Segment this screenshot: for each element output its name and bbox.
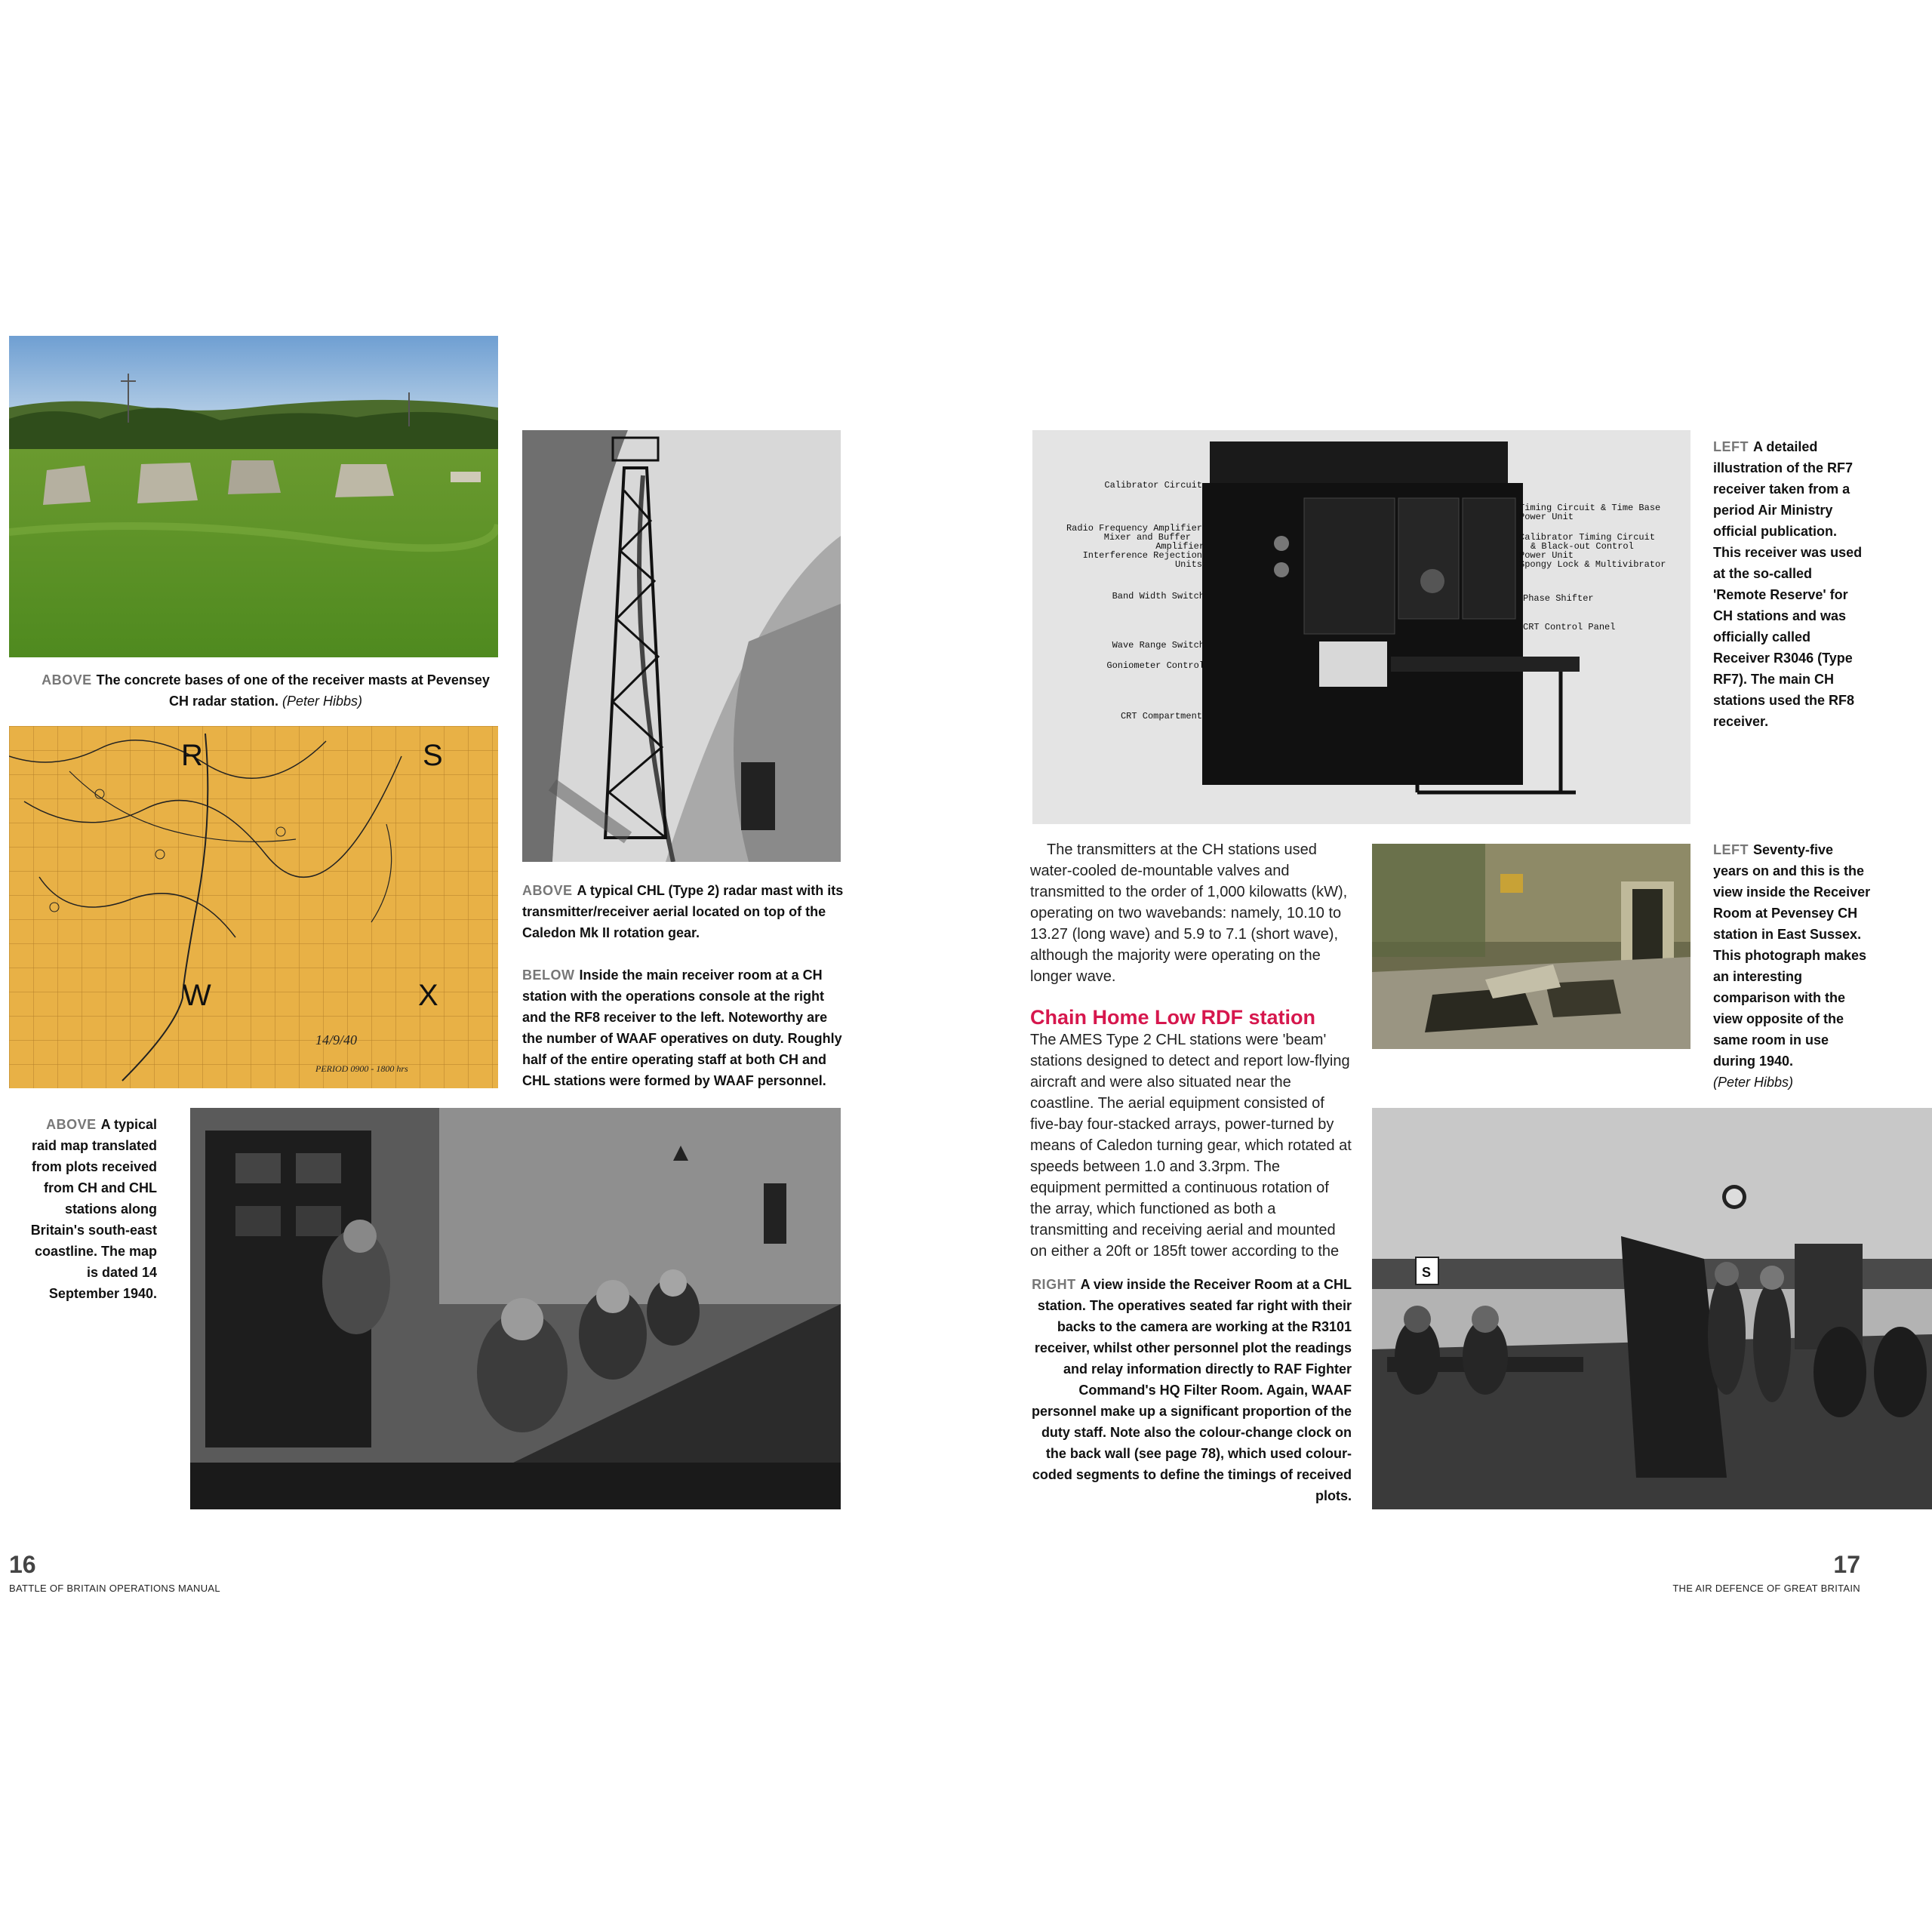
rf7-receiver-illustration — [1032, 430, 1690, 824]
photo-chl-receiver-room — [1372, 1108, 1932, 1509]
rf7-label: Phase Shifter — [1523, 593, 1594, 604]
rf7-label: Amplifier — [1155, 541, 1204, 552]
raid-map-image — [9, 726, 498, 1088]
room-wall-sign: S — [1422, 1265, 1432, 1280]
rf7-label: Power Unit — [1519, 550, 1574, 561]
rf7-label: Wave Range Switch — [1112, 640, 1204, 651]
photo-chl-radar-mast — [522, 430, 841, 862]
map-period: PERIOD 0900 - 1800 hrs — [315, 1063, 408, 1074]
caption-receiver-room: BELOW Inside the main receiver room at a CH station with the operations console at the right and the RF8 receiver to the left. Noteworthy are the number of WAAF operatives on duty. Roughly half of the entire operating staff at both CH and CHL stations were formed by WAAF personnel. — [522, 968, 842, 1088]
rf7-label: & Black-out Control — [1531, 541, 1634, 552]
body-paragraph-chl: The AMES Type 2 CHL stations were 'beam' stations designed to detect and report low-flying aircraft and were also situated near the coastline. The aerial equipment consisted of five-bay four-stacked arrays, power-turned by means of Caledon turning gear, which rotated at speeds between 1.0 and 3.3rpm. The equipment permitted a continuous rotation of the array, which functioned as both a transmitting and receiving aerial and mounted on either a 20ft or 185ft tower according to the — [1030, 1032, 1352, 1260]
rf7-label: Goniometer Control — [1106, 660, 1204, 671]
map-date: 14/9/40 — [315, 1032, 358, 1048]
rf7-label: Radio Frequency Amplifier — [1066, 523, 1202, 534]
photo-ch-receiver-room — [190, 1108, 841, 1509]
caption-rf7: LEFT A detailed illustration of the RF7 receiver taken from a period Air Ministry official publication. This receiver was used at the so-called 'Remote Reserve' for CH stations and was officially called Receiver R3046 (Type RF7). The main CH stations used the RF8 receiver. — [1713, 439, 1863, 729]
running-title-right: THE AIR DEFENCE OF GREAT BRITAIN — [1672, 1583, 1860, 1594]
caption-chl-mast: ABOVE A typical CHL (Type 2) radar mast with its transmitter/receiver aerial located on top of the Caledon Mk II rotation gear. — [522, 883, 844, 940]
map-letter-s: S — [423, 739, 443, 772]
photo-pevensey-mast-bases — [9, 336, 498, 657]
running-title-left: BATTLE OF BRITAIN OPERATIONS MANUAL — [9, 1583, 220, 1594]
caption-ruin: LEFT Seventy-five years on and this is the view inside the Receiver Room at Pevensey CH station in East Sussex. This photograph makes an interesting comparison with the view opposite of the same room in use during 1940. (Peter Hibbs) — [1713, 842, 1871, 1090]
photo-pevensey-receiver-room-today — [1372, 844, 1690, 1049]
rf7-label: CRT Control Panel — [1523, 622, 1616, 632]
rf7-label: Band Width Switch — [1112, 591, 1204, 601]
rf7-label: Timing Circuit & Time Base — [1519, 503, 1661, 513]
page-number-left: 16 — [9, 1551, 36, 1578]
caption-raid-map: ABOVE A typical raid map translated from plots received from CH and CHL stations along Britain's south-east coastline. The map is dated 14 September 1940. — [30, 1117, 157, 1301]
rf7-label: Power Unit — [1519, 512, 1574, 522]
map-letter-r: R — [181, 739, 203, 772]
rf7-label: Spongy Lock & Multivibrator — [1519, 559, 1666, 570]
rf7-label: Interference Rejection — [1082, 550, 1202, 561]
rf7-label: CRT Compartment — [1120, 711, 1202, 721]
map-letter-w: W — [183, 979, 211, 1012]
page-number-right: 17 — [1833, 1551, 1860, 1578]
caption-pevensey: ABOVE The concrete bases of one of the receiver masts at Pevensey CH radar station. (Peter Hibbs) — [42, 672, 490, 709]
map-letter-x: X — [418, 979, 438, 1012]
caption-chl-room: RIGHT A view inside the Receiver Room at a CHL station. The operatives seated far right with their backs to the camera are working at the R3101 receiver, whilst other personnel plot the readings and relay information directly to RAF Fighter Command's HQ Filter Room. Again, WAAF personnel make up a significant proportion of the duty staff. Note also the colour-change clock on the back wall (see page 78), which used colour-coded segments to define the timings of received plots. — [1031, 1277, 1352, 1503]
rf7-label: Calibrator Timing Circuit — [1519, 532, 1656, 543]
section-heading: Chain Home Low RDF station — [1030, 1006, 1315, 1029]
body-paragraph-transmitters: The transmitters at the CH stations used water-cooled de-mountable valves and transmitted to the order of 1,000 kilowatts (kW), operating on two wavebands: namely, 10.10 to 13.27 (long wave) and 5.9 to 7.1 (short wave), although the majority were operating on the longer wave. — [1030, 841, 1348, 985]
rf7-label: Calibrator Circuit — [1104, 480, 1202, 491]
rf7-label: Units — [1174, 559, 1202, 570]
rf7-label: Mixer and Buffer — [1103, 532, 1191, 543]
